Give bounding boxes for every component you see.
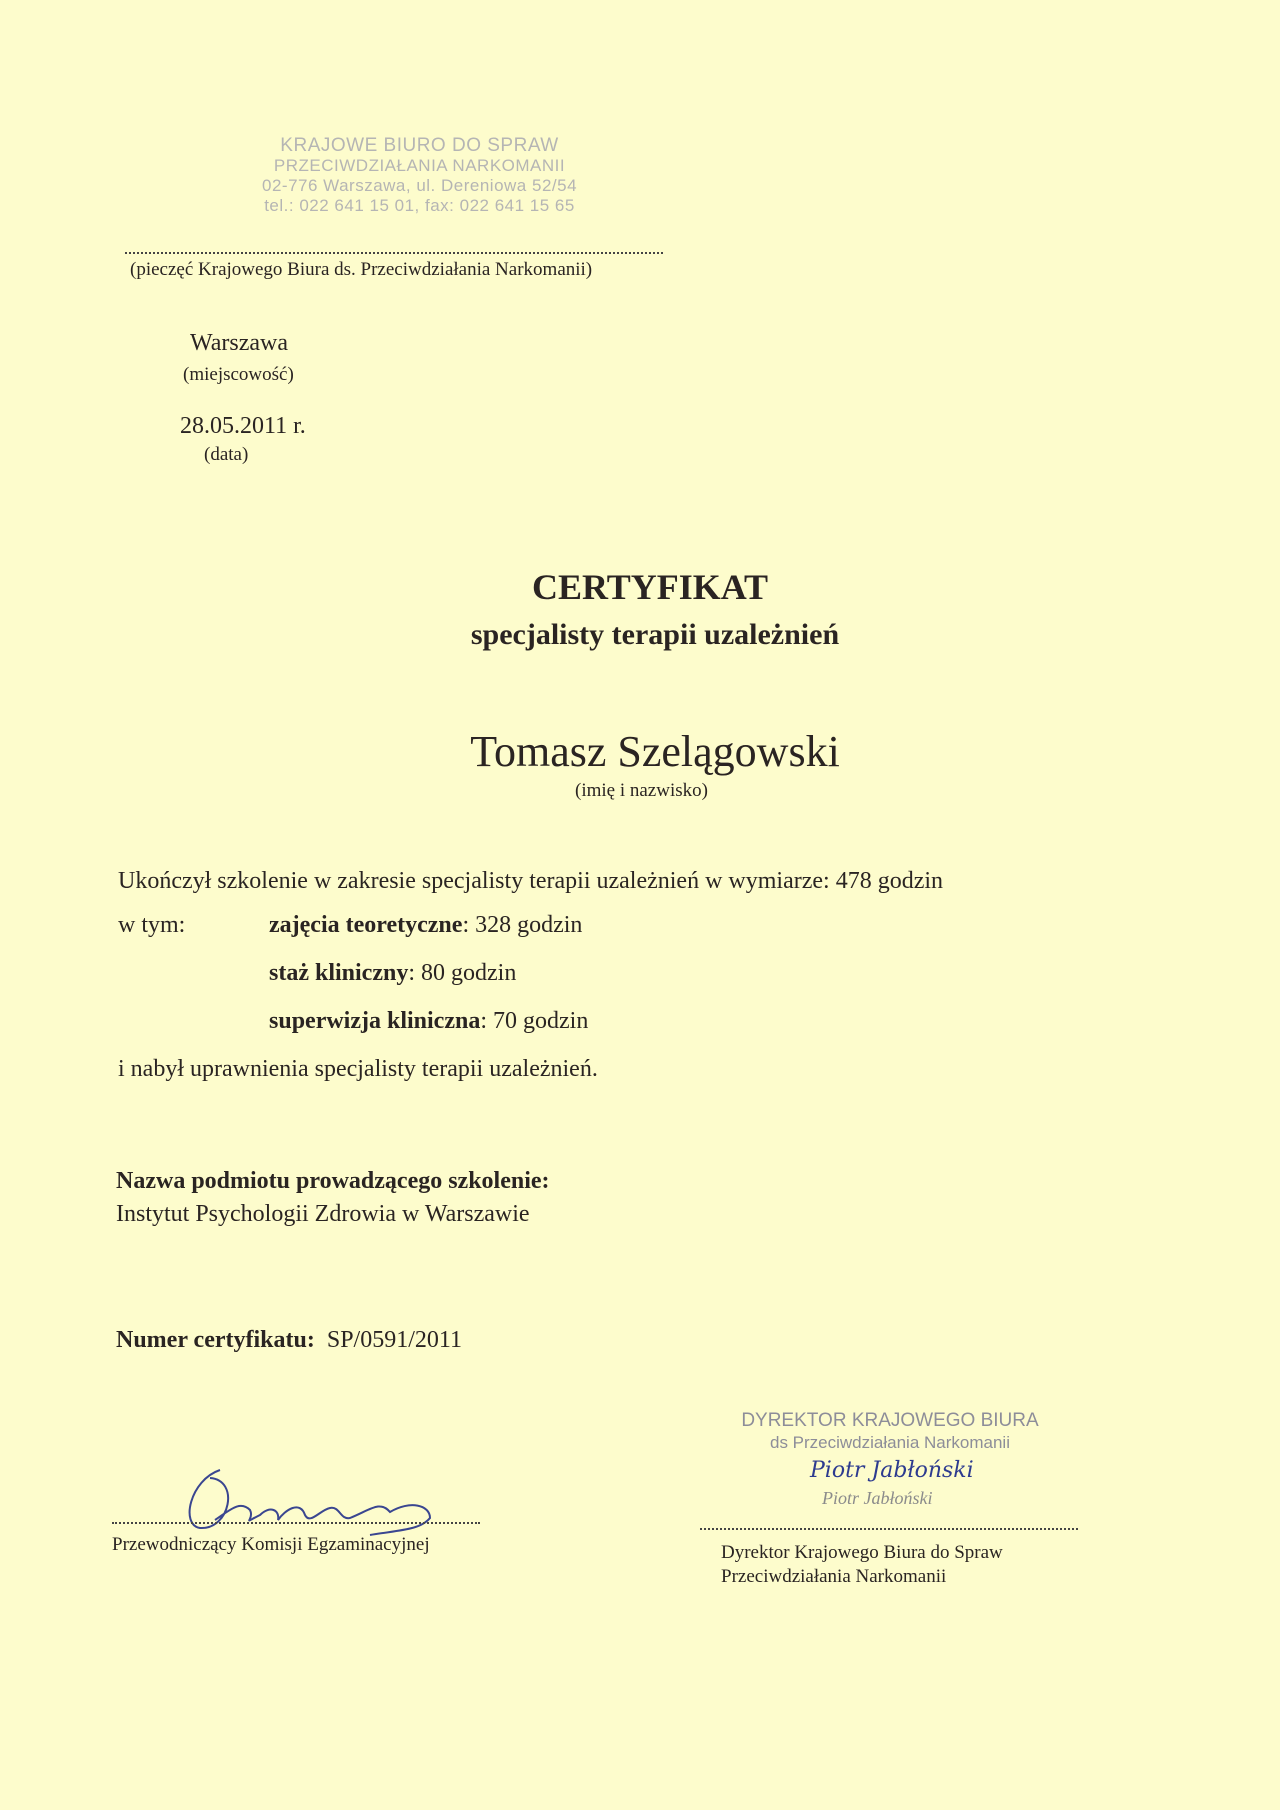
- item-value: : 328 godzin: [462, 912, 583, 938]
- director-name-stamp: Piotr Jabłoński: [822, 1488, 933, 1508]
- provider-label: Nazwa podmiotu prowadzącego szkolenie:: [116, 1168, 550, 1194]
- item-label: staż kliniczny: [269, 960, 409, 986]
- certificate-number-label: Numer certyfikatu:: [116, 1327, 315, 1353]
- date-label: (data): [204, 444, 249, 465]
- certificate-title: CERTYFIKAT: [531, 567, 769, 607]
- training-item: [269, 912, 582, 939]
- chairman-signature-line: [112, 1522, 480, 1524]
- certificate-number-value: SP/0591/2011: [326, 1327, 462, 1353]
- training-intro: Ukończył szkolenie w zakresie specjalisty terapii uzależnień w wymiarze: 478 godzin: [118, 868, 944, 894]
- stamp-line: PRZECIWDZIAŁANIA NARKOMANII: [273, 156, 566, 175]
- training-outro: i nabył uprawnienia specjalisty terapii uzależnień.: [118, 1056, 598, 1082]
- certificate-number: [116, 1327, 462, 1354]
- certificate-subtitle: specjalisty terapii uzależnień: [470, 618, 840, 651]
- date-value: 28.05.2011 r.: [180, 413, 306, 439]
- training-item: [269, 960, 516, 987]
- item-value: : 80 godzin: [408, 960, 517, 986]
- training-prefix: w tym:: [118, 912, 186, 938]
- provider-value: Instytut Psychologii Zdrowia w Warszawie: [116, 1201, 530, 1227]
- person-name-label: (imię i nazwisko): [575, 780, 708, 801]
- training-item: [269, 1008, 588, 1035]
- stamp-line: KRAJOWE BIURO DO SPRAW: [280, 135, 559, 156]
- director-stamp-line: ds Przeciwdziałania Narkomanii: [770, 1433, 1010, 1452]
- person-name: Tomasz Szelągowski: [470, 727, 840, 776]
- place-label: (miejscowość): [183, 364, 294, 385]
- director-signature-line: [700, 1528, 1078, 1530]
- stamp-line: tel.: 022 641 15 01, fax: 022 641 15 65: [264, 196, 575, 215]
- place-value: Warszawa: [190, 330, 289, 356]
- office-stamp: [262, 136, 577, 216]
- item-label: zajęcia teoretyczne: [269, 912, 463, 938]
- item-value: : 70 godzin: [480, 1008, 589, 1034]
- stamp-caption: (pieczęć Krajowego Biura ds. Przeciwdziałania Narkomanii): [130, 259, 593, 280]
- director-caption: Dyrektor Krajowego Biura do Spraw: [721, 1542, 1003, 1563]
- stamp-dotted-line: [125, 252, 663, 254]
- director-signature: Piotr Jabłoński: [810, 1458, 974, 1483]
- item-label: superwizja kliniczna: [269, 1008, 481, 1034]
- stamp-line: 02-776 Warszawa, ul. Dereniowa 52/54: [262, 176, 578, 195]
- chairman-signature: [170, 1440, 490, 1540]
- chairman-caption: Przewodniczący Komisji Egzaminacyjnej: [112, 1534, 430, 1555]
- director-caption: Przeciwdziałania Narkomanii: [721, 1566, 947, 1587]
- director-stamp-line: DYREKTOR KRAJOWEGO BIURA: [741, 1410, 1039, 1431]
